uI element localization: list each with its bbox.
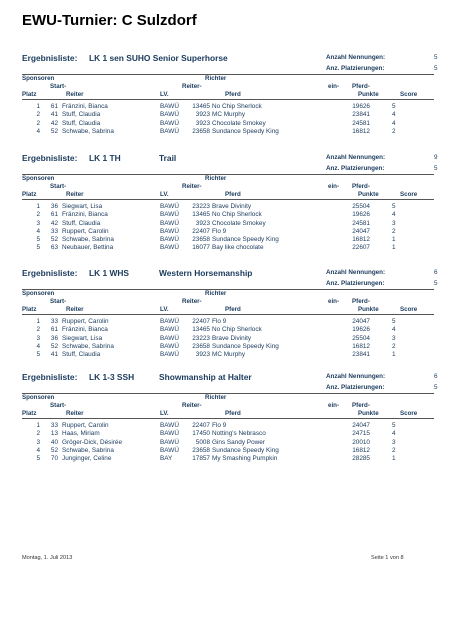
horse-cell: Chocolate Smokey: [212, 119, 266, 127]
rider-no-cell: 3923: [195, 351, 210, 359]
start-no-cell: 40: [50, 438, 58, 446]
header-start: Start-: [50, 298, 67, 305]
header-rider-no: Reiter-: [182, 298, 202, 305]
header-horse-no: Pferd-: [352, 402, 370, 409]
place-cell: 1: [36, 103, 40, 110]
header-row-1: [22, 74, 434, 83]
horse-no-cell: 23841: [352, 351, 370, 359]
horse-no-cell: 20010: [352, 438, 370, 446]
rider-no-cell: 23658: [192, 236, 210, 244]
place-cell: 4: [36, 127, 40, 135]
table-row: [22, 128, 434, 136]
place-cell: 5: [36, 236, 40, 244]
start-no-cell: 63: [50, 244, 58, 252]
horse-no-cell: 24047: [352, 422, 370, 429]
horse-cell: Gins Sandy Power: [212, 438, 265, 446]
horse-cell: No Chip Sherlock: [212, 326, 262, 334]
header-row-2: [22, 298, 434, 306]
section-title: LK 1 sen SUHO Senior Superhorse: [89, 53, 228, 63]
placings-count: [326, 280, 438, 287]
place-cell: 2: [36, 326, 40, 334]
rider-no-cell: 23658: [192, 446, 210, 454]
entries-label: Anzahl Nennungen:: [326, 269, 386, 276]
place-cell: 4: [36, 446, 40, 454]
header-score: Score: [400, 410, 418, 417]
header-judge: Richter: [205, 175, 227, 182]
horse-no-cell: 16812: [352, 236, 370, 244]
place-cell: 4: [36, 342, 40, 350]
rider-no-cell: 3923: [195, 119, 210, 127]
table-row: [22, 422, 434, 430]
lv-cell: BAWÜ: [160, 318, 179, 325]
placings-count: [326, 65, 438, 72]
header-row-3: [22, 91, 434, 100]
header-place: Platz: [22, 306, 37, 313]
placings-value: 5: [434, 165, 438, 172]
lv-cell: BAWÜ: [160, 236, 179, 244]
horse-no-cell: 16812: [352, 342, 370, 350]
header-lv: LV.: [160, 191, 169, 198]
lv-cell: BAWÜ: [160, 103, 179, 110]
header-start: Start-: [50, 402, 67, 409]
horse-cell: Flo 9: [212, 227, 227, 235]
section-title: LK 1-3 SSH: [89, 372, 135, 382]
horse-cell: No Chip Sherlock: [212, 211, 262, 219]
document-title: EWU-Turnier: C Sulzdorf: [22, 12, 197, 29]
points-cell: 1: [392, 236, 396, 244]
header-score: Score: [400, 306, 418, 313]
rider-cell: Neubauer, Bettina: [62, 244, 114, 252]
header-sponsors: Sponsoren: [22, 75, 55, 82]
rider-cell: Ruppert, Carolin: [62, 227, 109, 235]
rider-no-cell: 13465: [192, 103, 210, 110]
header-sponsors: Sponsoren: [22, 394, 55, 401]
horse-cell: MC Murphy: [212, 111, 246, 119]
header-start: Start-: [50, 183, 67, 190]
header-horse-no: Pferd-: [352, 298, 370, 305]
rider-no-cell: 16077: [192, 244, 210, 252]
lv-cell: BAWÜ: [160, 438, 179, 446]
points-cell: 1: [392, 455, 396, 463]
header-score: Score: [400, 91, 418, 98]
header-row-2: [22, 183, 434, 191]
points-cell: 2: [392, 446, 396, 454]
header-rider: Reiter: [66, 306, 84, 313]
points-cell: 5: [392, 203, 396, 210]
horse-no-cell: 24047: [352, 227, 370, 235]
horse-no-cell: 16812: [352, 127, 370, 135]
placings-label: Anz. Platzierungen:: [326, 65, 385, 72]
rider-no-cell: 23658: [192, 342, 210, 350]
table-row: [22, 447, 434, 455]
table-row: [22, 455, 434, 463]
header-row-1: [22, 393, 434, 402]
header-horse: Pferd: [225, 191, 241, 198]
horse-no-cell: 28285: [352, 455, 370, 463]
points-cell: 4: [392, 211, 396, 219]
header-sponsors: Sponsoren: [22, 175, 55, 182]
header-points: Punkte: [358, 410, 379, 417]
points-cell: 2: [392, 227, 396, 235]
horse-cell: Sundance Speedy King: [212, 236, 279, 244]
points-cell: 5: [392, 422, 396, 429]
points-cell: 4: [392, 430, 396, 438]
start-no-cell: 13: [50, 430, 58, 438]
rider-no-cell: 23658: [192, 127, 210, 135]
section-title: LK 1 TH: [89, 153, 121, 163]
header-judge: Richter: [205, 75, 227, 82]
header-rider-no: Reiter-: [182, 83, 202, 90]
start-no-cell: 42: [50, 219, 58, 227]
table-row: [22, 343, 434, 351]
start-no-cell: 70: [50, 455, 58, 463]
table-row: [22, 103, 434, 111]
lv-cell: BAWÜ: [160, 244, 179, 252]
header-ein: ein-: [328, 402, 340, 409]
lv-cell: BAWÜ: [160, 342, 179, 350]
horse-no-cell: 19626: [352, 326, 370, 334]
entries-label: Anzahl Nennungen:: [326, 154, 386, 161]
entries-count: [326, 269, 438, 276]
horse-no-cell: 23841: [352, 111, 370, 119]
place-cell: 3: [36, 438, 40, 446]
start-no-cell: 52: [50, 236, 58, 244]
table-row: [22, 203, 434, 211]
result-section: [22, 372, 438, 463]
horse-cell: Chocolate Smokey: [212, 219, 266, 227]
section-label: Ergebnisliste:: [22, 53, 78, 63]
section-heading: [22, 53, 438, 65]
rider-cell: Stuff, Claudia: [62, 111, 101, 119]
result-section: [22, 53, 438, 136]
rider-cell: Schwabe, Sabrina: [62, 236, 114, 244]
header-rider: Reiter: [66, 410, 84, 417]
header-points: Punkte: [358, 306, 379, 313]
table-row: [22, 228, 434, 236]
start-no-cell: 61: [50, 103, 58, 110]
points-cell: 5: [392, 103, 396, 110]
table-row: [22, 351, 434, 359]
table-row: [22, 236, 434, 244]
header-place: Platz: [22, 410, 37, 417]
entries-value: 5: [434, 54, 438, 61]
rider-cell: Fränzini, Bianca: [62, 103, 108, 110]
lv-cell: BAWÜ: [160, 203, 179, 210]
points-cell: 3: [392, 438, 396, 446]
header-rider: Reiter: [66, 191, 84, 198]
table-row: [22, 430, 434, 438]
place-cell: 3: [36, 219, 40, 227]
table-row: [22, 111, 434, 119]
lv-cell: BAWÜ: [160, 326, 179, 334]
header-row-3: [22, 306, 434, 315]
place-cell: 2: [36, 430, 40, 438]
start-no-cell: 61: [50, 211, 58, 219]
placings-value: 5: [434, 384, 438, 391]
place-cell: 2: [36, 111, 40, 119]
section-label: Ergebnisliste:: [22, 372, 78, 382]
header-ein: ein-: [328, 183, 340, 190]
table-row: [22, 120, 434, 128]
start-no-cell: 52: [50, 127, 58, 135]
horse-cell: Notting's Nebrasco: [212, 430, 266, 438]
horse-cell: Bay like chocolate: [212, 244, 264, 252]
entries-value: 6: [434, 269, 438, 276]
points-cell: 3: [392, 334, 396, 342]
start-no-cell: 61: [50, 326, 58, 334]
header-horse-no: Pferd-: [352, 183, 370, 190]
table-row: [22, 244, 434, 252]
lv-cell: BAWÜ: [160, 119, 179, 127]
header-row-1: [22, 289, 434, 298]
rider-no-cell: 13465: [192, 211, 210, 219]
start-no-cell: 52: [50, 342, 58, 350]
horse-no-cell: 24047: [352, 318, 370, 325]
horse-no-cell: 25504: [352, 334, 370, 342]
start-no-cell: 33: [50, 227, 58, 235]
lv-cell: BAWÜ: [160, 446, 179, 454]
entries-count: [326, 373, 438, 380]
horse-no-cell: 24715: [352, 430, 370, 438]
entries-label: Anzahl Nennungen:: [326, 373, 386, 380]
section-subtitle: Showmanship at Halter: [159, 372, 252, 382]
start-no-cell: 42: [50, 119, 58, 127]
start-no-cell: 36: [50, 203, 58, 210]
header-start: Start-: [50, 83, 67, 90]
rider-cell: Fränzini, Bianca: [62, 326, 108, 334]
points-cell: 1: [392, 244, 396, 252]
start-no-cell: 36: [50, 334, 58, 342]
placings-value: 5: [434, 65, 438, 72]
horse-cell: Flo 9: [212, 422, 227, 429]
rider-no-cell: 23223: [192, 334, 210, 342]
place-cell: 5: [36, 244, 40, 252]
header-horse: Pferd: [225, 306, 241, 313]
placings-count: [326, 384, 438, 391]
header-ein: ein-: [328, 83, 340, 90]
entries-label: Anzahl Nennungen:: [326, 54, 386, 61]
horse-no-cell: 19626: [352, 211, 370, 219]
rider-no-cell: 17857: [192, 455, 210, 463]
placings-count: [326, 165, 438, 172]
rider-cell: Schwabe, Sabrina: [62, 127, 114, 135]
rider-no-cell: 5008: [195, 438, 210, 446]
horse-no-cell: 24581: [352, 119, 370, 127]
header-rider-no: Reiter-: [182, 402, 202, 409]
horse-cell: Flo 9: [212, 318, 227, 325]
horse-no-cell: 25504: [352, 203, 370, 210]
table-row: [22, 439, 434, 447]
horse-no-cell: 16812: [352, 446, 370, 454]
horse-cell: MC Murphy: [212, 351, 246, 359]
table-row: [22, 211, 434, 219]
footer-date: Montag, 1. Juli 2013: [22, 555, 73, 561]
header-row-1: [22, 174, 434, 183]
rider-no-cell: 22407: [192, 318, 210, 325]
header-horse-no: Pferd-: [352, 83, 370, 90]
horse-cell: My Smashing Pumpkin: [212, 455, 278, 463]
rider-cell: Schwabe, Sabrina: [62, 342, 114, 350]
header-row-3: [22, 191, 434, 200]
place-cell: 4: [36, 227, 40, 235]
section-subtitle: Western Horsemanship: [159, 268, 253, 278]
lv-cell: BAWÜ: [160, 127, 179, 135]
entries-count: [326, 54, 438, 61]
rider-cell: Junginger, Celine: [62, 455, 112, 463]
header-row-2: [22, 83, 434, 91]
header-judge: Richter: [205, 394, 227, 401]
lv-cell: BAWÜ: [160, 334, 179, 342]
lv-cell: BAWÜ: [160, 351, 179, 359]
rider-no-cell: 22407: [192, 422, 210, 429]
start-no-cell: 41: [50, 351, 58, 359]
points-cell: 2: [392, 127, 396, 135]
table-row: [22, 318, 434, 326]
lv-cell: BAWÜ: [160, 422, 179, 429]
place-cell: 5: [36, 351, 40, 359]
header-points: Punkte: [358, 191, 379, 198]
placings-label: Anz. Platzierungen:: [326, 165, 385, 172]
header-ein: ein-: [328, 298, 340, 305]
header-judge: Richter: [205, 290, 227, 297]
header-sponsors: Sponsoren: [22, 290, 55, 297]
section-heading: [22, 153, 438, 165]
place-cell: 1: [36, 203, 40, 210]
points-cell: 1: [392, 351, 396, 359]
rider-cell: Stuff, Claudia: [62, 219, 101, 227]
rider-no-cell: 22407: [192, 227, 210, 235]
points-cell: 4: [392, 111, 396, 119]
start-no-cell: 41: [50, 111, 58, 119]
lv-cell: BAY: [160, 455, 173, 463]
header-rider-no: Reiter-: [182, 183, 202, 190]
horse-cell: Brave Divinity: [212, 203, 252, 210]
rider-cell: Siegwart, Lisa: [62, 334, 103, 342]
header-lv: LV.: [160, 306, 169, 313]
place-cell: 1: [36, 422, 40, 429]
start-no-cell: 33: [50, 318, 58, 325]
placings-label: Anz. Platzierungen:: [326, 280, 385, 287]
footer-page: Seite 1 von 8: [371, 555, 404, 561]
header-horse: Pferd: [225, 91, 241, 98]
entries-count: [326, 154, 438, 161]
header-row-2: [22, 402, 434, 410]
horse-cell: No Chip Sherlock: [212, 103, 262, 110]
points-cell: 3: [392, 219, 396, 227]
result-section: [22, 268, 438, 359]
lv-cell: BAWÜ: [160, 211, 179, 219]
place-cell: 3: [36, 334, 40, 342]
place-cell: 1: [36, 318, 40, 325]
horse-no-cell: 19626: [352, 103, 370, 110]
section-heading: [22, 268, 438, 280]
rider-cell: Stuff, Claudia: [62, 119, 101, 127]
entries-value: 9: [434, 154, 438, 161]
header-place: Platz: [22, 191, 37, 198]
horse-no-cell: 22607: [352, 244, 370, 252]
header-rider: Reiter: [66, 91, 84, 98]
lv-cell: BAWÜ: [160, 430, 179, 438]
place-cell: 2: [36, 211, 40, 219]
points-cell: 4: [392, 326, 396, 334]
horse-cell: Sundance Speedy King: [212, 446, 279, 454]
placings-value: 5: [434, 280, 438, 287]
rider-cell: Gröger-Dick, Désirée: [62, 438, 123, 446]
horse-cell: Sundance Speedy King: [212, 127, 279, 135]
section-subtitle: Trail: [159, 153, 177, 163]
rider-cell: Ruppert, Carolin: [62, 422, 109, 429]
result-section: [22, 153, 438, 253]
lv-cell: BAWÜ: [160, 219, 179, 227]
rider-cell: Ruppert, Carolin: [62, 318, 109, 325]
start-no-cell: 52: [50, 446, 58, 454]
header-lv: LV.: [160, 91, 169, 98]
header-horse: Pferd: [225, 410, 241, 417]
header-row-3: [22, 410, 434, 419]
rider-cell: Stuff, Claudia: [62, 351, 101, 359]
header-place: Platz: [22, 91, 37, 98]
horse-cell: Brave Divinity: [212, 334, 252, 342]
header-score: Score: [400, 191, 418, 198]
rider-no-cell: 17450: [192, 430, 210, 438]
entries-value: 6: [434, 373, 438, 380]
place-cell: 5: [36, 455, 40, 463]
points-cell: 4: [392, 119, 396, 127]
section-heading: [22, 372, 438, 384]
rider-no-cell: 23223: [192, 203, 210, 210]
horse-no-cell: 24581: [352, 219, 370, 227]
rider-cell: Fränzini, Bianca: [62, 211, 108, 219]
rider-no-cell: 13465: [192, 326, 210, 334]
placings-label: Anz. Platzierungen:: [326, 384, 385, 391]
points-cell: 5: [392, 318, 396, 325]
table-row: [22, 326, 434, 334]
section-label: Ergebnisliste:: [22, 153, 78, 163]
horse-cell: Sundance Speedy King: [212, 342, 279, 350]
points-cell: 2: [392, 342, 396, 350]
rider-cell: Haas, Miriam: [62, 430, 100, 438]
table-row: [22, 220, 434, 228]
header-points: Punkte: [358, 91, 379, 98]
rider-no-cell: 3923: [195, 219, 210, 227]
rider-no-cell: 3923: [195, 111, 210, 119]
section-title: LK 1 WHS: [89, 268, 130, 278]
rider-cell: Siegwart, Lisa: [62, 203, 103, 210]
start-no-cell: 33: [50, 422, 58, 429]
rider-cell: Schwabe, Sabrina: [62, 446, 114, 454]
table-row: [22, 335, 434, 343]
lv-cell: BAWÜ: [160, 111, 179, 119]
place-cell: 2: [36, 119, 40, 127]
header-lv: LV.: [160, 410, 169, 417]
lv-cell: BAWÜ: [160, 227, 179, 235]
section-label: Ergebnisliste:: [22, 268, 78, 278]
